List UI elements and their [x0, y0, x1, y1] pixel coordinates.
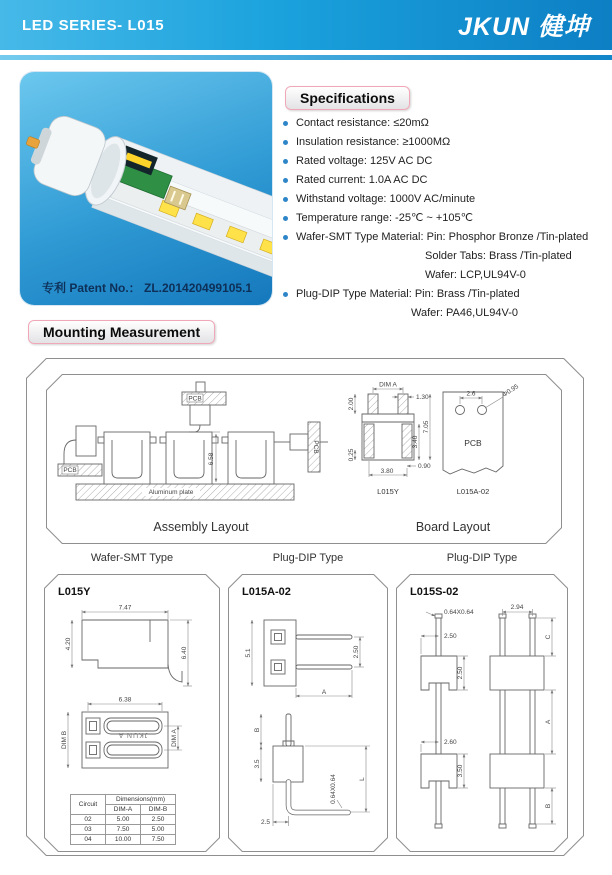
l015y-top-view [61, 697, 182, 769]
dim-2-00: 2.00 [348, 397, 355, 411]
model-label-l015a: L015A-02 [242, 586, 291, 598]
bullet-icon [283, 140, 288, 145]
spec-item [283, 289, 609, 301]
dim-2-6: 2.6 [466, 390, 476, 398]
spec-item [283, 213, 609, 225]
spec-subline: Wafer: PA46,UL94V-0 [411, 307, 518, 319]
bullet-icon [283, 197, 288, 202]
dim-0-90: 0.90 [418, 463, 431, 470]
brand-logo: JKUN 健坤 [457, 13, 590, 41]
model-label-l015s: L015S-02 [410, 586, 459, 598]
board-caption: Board Layout [415, 520, 491, 534]
dim-6-40: 6.40 [181, 646, 188, 660]
mounting-title: Mounting Measurement [28, 320, 215, 344]
dim-0-25: 0.25 [348, 448, 355, 462]
dim-a-label: A [321, 689, 327, 696]
table-header-dim-a: DIM-A [106, 805, 141, 815]
bullet-icon [283, 178, 288, 183]
page-title: LED SERIES- L015 [22, 16, 165, 34]
bullet-icon [283, 159, 288, 164]
dim-3-50: 3.50 [457, 764, 464, 778]
dim-a-label: DIM A [171, 729, 178, 747]
specifications-title: Specifications [285, 86, 410, 110]
spec-text: Insulation resistance: ≥1000MΩ [296, 136, 451, 148]
table-header-dimensions: Dimensions(mm) [106, 795, 176, 805]
table-cell: 04 [71, 835, 106, 845]
l015s-drawing [400, 602, 560, 840]
bullet-icon [283, 292, 288, 297]
spec-item [283, 194, 609, 206]
pcb-text: PCB [464, 438, 482, 448]
assembly-layout-drawing [56, 380, 346, 520]
column-header-plug-dip-2: Plug-DIP Type [446, 552, 518, 564]
dim-3-80: 3.80 [380, 468, 394, 475]
spec-text: Wafer-SMT Type Material: Pin: Phosphor Bronze /Tin-plated [296, 231, 589, 243]
table-header-circuit: Circuit [71, 795, 106, 815]
dim-b-label: B [254, 727, 261, 733]
top-pcb-assembly [182, 382, 226, 432]
dim-b-label: DIM B [61, 730, 68, 750]
dim-pin-sq: 0.64X0.64 [330, 774, 337, 804]
l015s-double-pin-view [490, 604, 556, 828]
column-header-plug-dip-1: Plug-DIP Type [272, 552, 344, 564]
dim-2-94: 2.94 [510, 604, 524, 611]
pcb-label-right: PCB [312, 440, 319, 454]
table-cell: 02 [71, 815, 106, 825]
l015y-dimension-table [70, 794, 176, 845]
dim-4-20: 4.20 [65, 637, 72, 651]
header-bar [0, 0, 612, 50]
spec-item [283, 232, 609, 244]
spec-text: Rated current: 1.0A AC DC [296, 174, 428, 186]
dim-a-label: A [545, 719, 552, 725]
connector-blocks [98, 432, 274, 484]
table-cell: 03 [71, 825, 106, 835]
l015y-footprint [348, 382, 431, 497]
table-cell: 10.00 [106, 835, 141, 845]
dim-2-5: 2.5 [260, 819, 270, 826]
dim-pin-sq: 0.64X0.64 [444, 609, 474, 616]
pcb-label-left: PCB [63, 467, 77, 474]
dim-3-5: 3.5 [254, 759, 261, 769]
spec-text: Withstand voltage: 1000V AC/minute [296, 193, 476, 205]
l015y-drawing [52, 602, 212, 790]
dim-7-47: 7.47 [118, 604, 132, 612]
dim-3-40: 3.40 [412, 435, 419, 449]
spec-item [283, 137, 609, 149]
dim-b-label: B [545, 803, 552, 809]
spec-text: Plug-DIP Type Material: Pin: Brass /Tin-plated [296, 288, 520, 300]
dim-2-50: 2.50 [353, 645, 360, 659]
spec-text: Temperature range: -25℃ ~ +105℃ [296, 212, 473, 224]
table-cell: 7.50 [141, 835, 176, 845]
spec-subline: Wafer: LCP,UL94V-0 [425, 269, 526, 281]
model-label-l015y: L015Y [58, 586, 91, 598]
l015a-drawing [234, 604, 380, 836]
l015a-bent-view [254, 714, 370, 826]
column-header-wafer-smt: Wafer-SMT Type [90, 552, 174, 564]
pcb-label-top: PCB [188, 395, 202, 403]
dim-2-50-top: 2.50 [444, 633, 457, 640]
spec-item [283, 118, 609, 130]
right-pcb-assembly [274, 422, 328, 472]
specifications-list [283, 118, 609, 327]
header-divider [0, 55, 612, 60]
dim-1-30: 1.30 [416, 394, 429, 401]
bullet-icon [283, 121, 288, 126]
table-cell: 5.00 [141, 825, 176, 835]
footprint-label: L015Y [377, 487, 399, 496]
led-tube-illustration [20, 72, 272, 305]
product-photo-card [20, 72, 272, 305]
spec-text: Rated voltage: 125V AC DC [296, 155, 433, 167]
dim-2-50-block: 2.50 [457, 666, 464, 680]
table-row [71, 835, 176, 845]
assembly-caption: Assembly Layout [153, 520, 249, 534]
spec-text: Contact resistance: ≤20mΩ [296, 117, 429, 129]
board-layout-drawing [348, 380, 558, 518]
spec-subline: Solder Tabs: Brass /Tin-plated [425, 250, 572, 262]
bullet-icon [283, 235, 288, 240]
dim-7-05: 7.05 [423, 420, 430, 434]
table-header-dim-b: DIM-B [141, 805, 176, 815]
l015y-side-view [65, 605, 192, 687]
dim-6-58: 6.58 [208, 452, 215, 466]
l015a-side-view [245, 620, 364, 698]
brand-marking: JKUN A [117, 731, 149, 738]
l015s-single-pin-view [421, 609, 474, 828]
bullet-icon [283, 216, 288, 221]
patent-number: 专利 Patent No.： ZL.201420499105.1 [42, 281, 253, 295]
dim-6-38: 6.38 [118, 696, 132, 704]
left-pcb-assembly [58, 426, 102, 476]
dim-a-label: DIM A [379, 381, 397, 389]
dim-l-label: L [359, 777, 366, 781]
table-cell: 2.50 [141, 815, 176, 825]
table-cell: 5.00 [106, 815, 141, 825]
plate-label: Aluminum plate [148, 489, 194, 496]
dim-hole-dia: Φ0.95 [501, 383, 521, 399]
table-row [71, 825, 176, 835]
table-row [71, 815, 176, 825]
table-cell: 7.50 [106, 825, 141, 835]
spec-item [283, 175, 609, 187]
spec-item [283, 156, 609, 168]
dim-c-label: C [545, 634, 552, 640]
pcb-layout-label: L015A-02 [456, 487, 490, 496]
dim-5-1: 5.1 [245, 648, 252, 658]
pcb-hole-layout [443, 383, 520, 496]
dim-2-60: 2.60 [444, 739, 457, 746]
